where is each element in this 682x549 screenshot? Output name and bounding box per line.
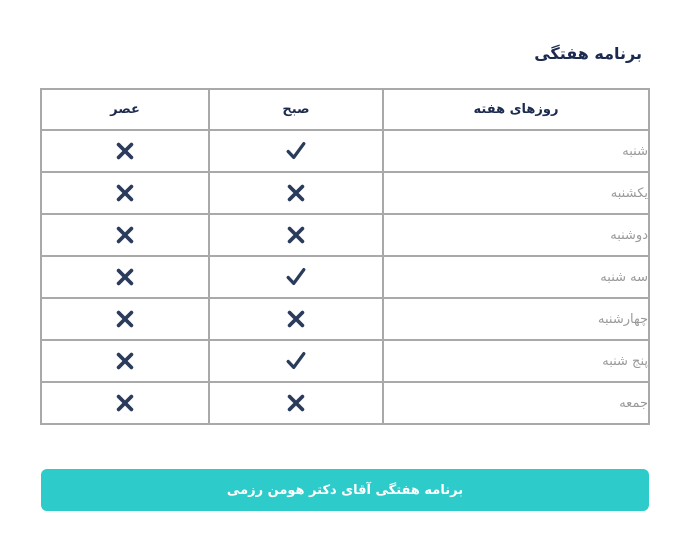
day-label: شنبه (383, 130, 649, 172)
day-label: یکشنبه (383, 172, 649, 214)
doctor-schedule-button[interactable]: برنامه هفتگی آقای دکتر هومن رزمی (41, 469, 649, 511)
table-row (41, 214, 649, 256)
afternoon-cell (41, 256, 209, 298)
check-icon (285, 350, 307, 372)
afternoon-cell (41, 298, 209, 340)
table-header-row (41, 89, 649, 130)
morning-cell (209, 298, 383, 340)
morning-cell (209, 172, 383, 214)
table-row (41, 298, 649, 340)
day-label: جمعه (383, 382, 649, 424)
cross-icon (285, 182, 307, 204)
afternoon-cell (41, 214, 209, 256)
morning-cell (209, 382, 383, 424)
day-label: سه شنبه (383, 256, 649, 298)
cross-icon (114, 182, 136, 204)
morning-cell (209, 256, 383, 298)
morning-cell (209, 214, 383, 256)
afternoon-cell (41, 130, 209, 172)
check-icon (285, 266, 307, 288)
table-row (41, 382, 649, 424)
cross-icon (285, 224, 307, 246)
cross-icon (285, 308, 307, 330)
header-afternoon: عصر (41, 89, 209, 130)
morning-cell (209, 130, 383, 172)
page-title: برنامه هفتگی (534, 44, 642, 63)
day-label: دوشنبه (383, 214, 649, 256)
table-row (41, 172, 649, 214)
cross-icon (114, 350, 136, 372)
table-row (41, 256, 649, 298)
check-icon (285, 140, 307, 162)
day-label: چهارشنبه (383, 298, 649, 340)
cross-icon (114, 140, 136, 162)
cross-icon (285, 392, 307, 414)
afternoon-cell (41, 340, 209, 382)
cross-icon (114, 224, 136, 246)
cross-icon (114, 266, 136, 288)
afternoon-cell (41, 172, 209, 214)
table-row (41, 340, 649, 382)
afternoon-cell (41, 382, 209, 424)
cross-icon (114, 392, 136, 414)
table-row (41, 130, 649, 172)
day-label: پنج شنبه (383, 340, 649, 382)
header-morning: صبح (209, 89, 383, 130)
cross-icon (114, 308, 136, 330)
header-day: روزهای هفته (383, 89, 649, 130)
morning-cell (209, 340, 383, 382)
schedule-table (40, 88, 650, 425)
